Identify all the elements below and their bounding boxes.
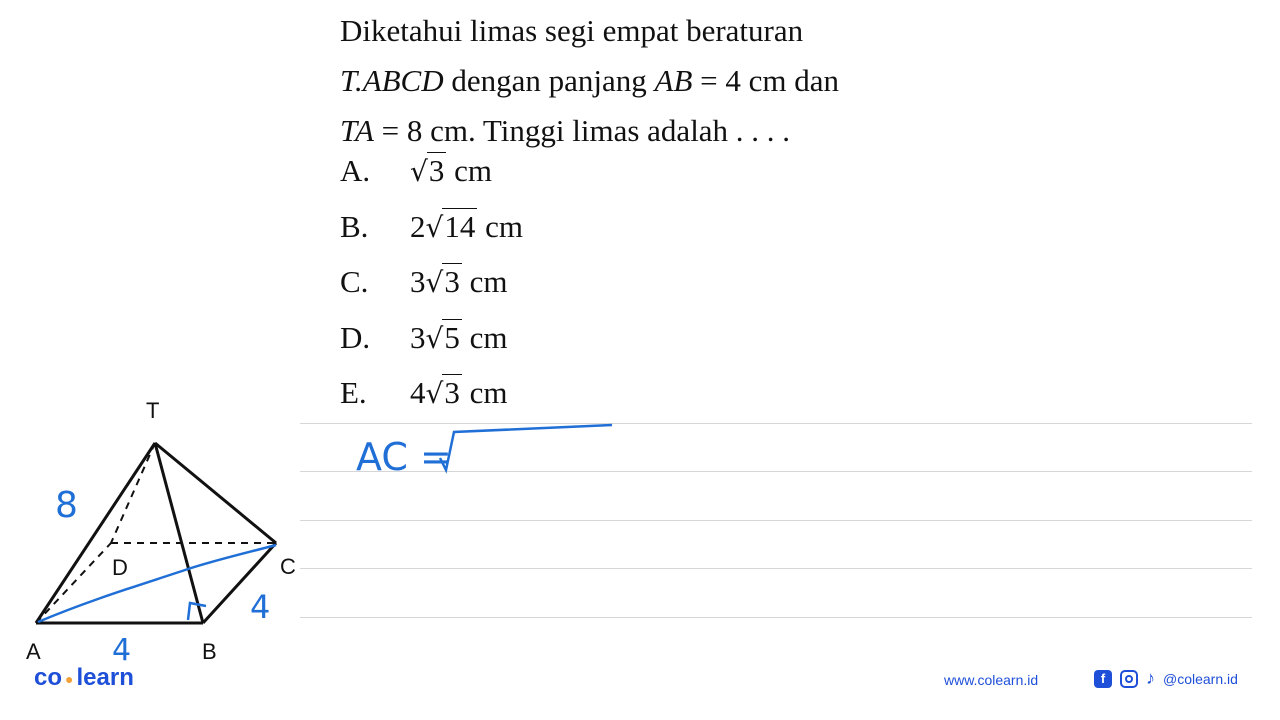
handwritten-ac-equals: AC = — [356, 435, 452, 479]
edge-tb — [155, 443, 203, 623]
option-b[interactable]: B. 2√14 cm — [340, 202, 523, 258]
edge-ad — [36, 543, 111, 623]
right-angle-mark — [188, 603, 206, 620]
tiktok-icon[interactable]: ♪ — [1146, 668, 1155, 688]
question-line-1: Diketahui limas segi empat beraturan — [340, 13, 804, 48]
vertex-label-b: B — [202, 639, 217, 664]
edge-td — [111, 443, 155, 543]
handwritten-4-ab: 4 — [112, 633, 132, 668]
sqrt-symbol: √5 — [425, 319, 460, 355]
edge-tc — [155, 443, 276, 543]
option-d[interactable]: D. 3√5 cm — [340, 313, 523, 369]
option-c[interactable]: C. 3√3 cm — [340, 257, 523, 313]
question-line-3: TA = 8 cm. Tinggi limas adalah . . . . — [340, 113, 791, 148]
option-a[interactable]: A. √3 cm — [340, 146, 523, 202]
social-links — [1094, 668, 1238, 689]
vertex-label-c: C — [280, 554, 296, 579]
vertex-label-d: D — [112, 555, 128, 580]
vertex-label-t: T — [146, 398, 160, 423]
edge-ta — [36, 443, 155, 623]
website-link[interactable]: www.colearn.id — [944, 672, 1039, 688]
social-handle: @colearn.id — [1163, 670, 1238, 687]
handwritten-sqrt — [440, 425, 612, 470]
handwritten-8: 8 — [55, 485, 78, 526]
facebook-icon[interactable]: f — [1094, 670, 1112, 688]
sqrt-symbol: √14 — [425, 208, 476, 244]
sqrt-symbol: √3 — [410, 153, 445, 188]
instagram-icon[interactable] — [1120, 670, 1138, 688]
sqrt-symbol: √3 — [425, 264, 460, 299]
sqrt-symbol: √3 — [425, 375, 460, 410]
vertex-label-a: A — [26, 639, 41, 664]
option-e[interactable]: E. 4√3 cm — [340, 368, 523, 424]
colearn-logo: co ● learn — [34, 664, 134, 691]
question-line-2: T.ABCD dengan panjang AB = 4 cm dan — [340, 63, 840, 98]
handwritten-4-bc: 4 — [250, 588, 271, 626]
